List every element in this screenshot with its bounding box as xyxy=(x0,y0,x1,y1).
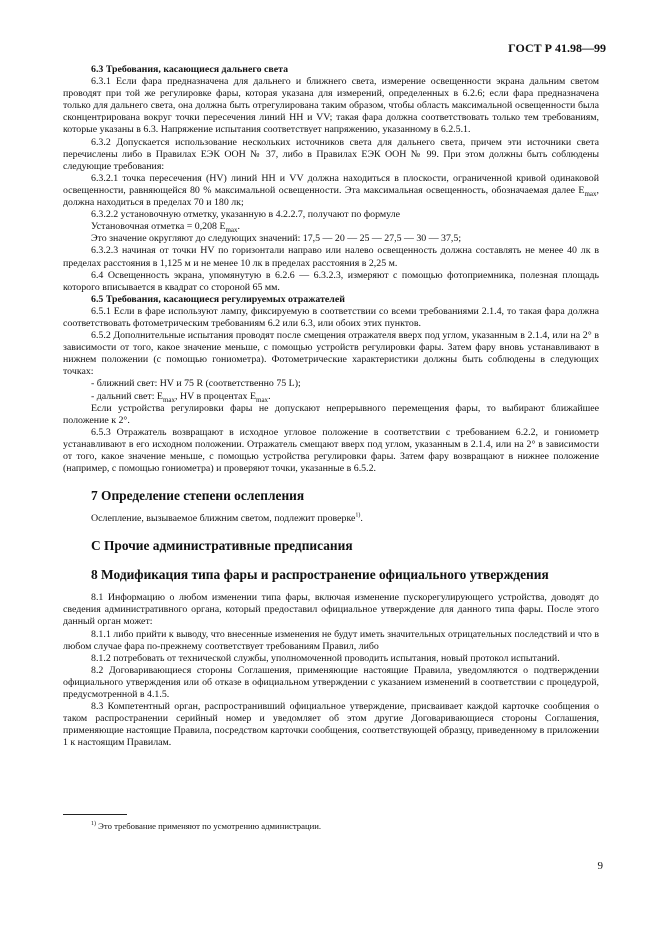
paragraph-8-1: 8.1 Информацию о любом изменении типа фары, включая изменение пускорегулирующего устройства, доводят до сведения административного органа, который предоставил официальное утверждение для данного типа фары. После этого данный орган может: xyxy=(63,592,599,628)
section-8-title: 8 Модификация типа фары и распространение официального утверждения xyxy=(91,567,549,583)
text-fragment: , HV в процентах E xyxy=(175,390,256,402)
paragraph-8-1-1: 8.1.1 либо прийти к выводу, что внесенные изменения не будут иметь значительных отрицательных последствий и что в любом случае фара по-прежнему соответствует требованиям Правил, либо xyxy=(63,628,599,652)
text-fragment: - дальний свет: E xyxy=(91,390,163,402)
paragraph-6-3-1: 6.3.1 Если фара предназначена для дальнего и ближнего света, измерение освещенности экрана дальним светом проводят при той же регулировке фары, которая указана для измерений, определенных в 6.2.6; если фара предназначена только для дальнего света, она должна быть отрегулирована таким образом, чтобы область максимальной освещенности была сконцентрирована вокруг точки пересечения линий НН и VV; такая фара должна соответствовать только тем требованиям, которые указаны в 6.3. Напряжение испытания соответствует напряжению, указанному в 6.2.5.1. xyxy=(63,76,599,136)
document-header: ГОСТ Р 41.98—99 xyxy=(508,41,606,55)
paragraph-6-3-2-3: 6.3.2.3 начиная от точки HV по горизонтали направо или налево освещенность должна составлять не менее 40 лк в пределах расстояния в 1,125 м и не менее 10 лк в пределах расстояния в 2,25 м. xyxy=(63,245,599,269)
paragraph-6-3-2-1 xyxy=(63,173,599,209)
subscript-max: max xyxy=(162,395,175,404)
paragraph-adjustment-note: Если устройства регулировки фары не допускают непрерывного перемещения фары, то выбирают ближайшее положение к 2°. xyxy=(63,402,599,426)
text-fragment: 6.3.2.1 точка пересечения (HV) линий НН и VV должна находиться в плоскости, ограниченной кривой одинаковой освещенности, равняющейся 80 % максимальной освещенности. Эта максимальная освещенность, обозначаемая далее E xyxy=(63,172,599,196)
text-fragment: . xyxy=(237,221,241,233)
paragraph-6-3-2-2: 6.3.2.2 установочную отметку, указанную в 4.2.2.7, получают по формуле xyxy=(91,209,400,221)
rounding-values: Это значение округляют до следующих значений: 17,5 — 20 — 25 — 27,5 — 30 — 37,5; xyxy=(91,233,462,245)
footnote-divider xyxy=(63,814,127,815)
list-item-low-beam: - ближний свет: HV и 75 R (соответственно 75 L); xyxy=(91,378,301,390)
paragraph-6-5-1: 6.5.1 Если в фаре используют лампу, фиксируемую в соответствии со всеми требованиями 2.1.4, то такая фара должна соответствовать фотометрическим требованиям 6.2 или 6.3, или обоих этих пунктов. xyxy=(63,305,599,329)
paragraph-6-3-2: 6.3.2 Допускается использование нескольких источников света для дальнего света, причем эти источники света перечислены либо в Правилах ЕЭК ООН № 37, либо в Правилах ЕЭК ООН № 99. При этом должны быть соблюдены следующие требования: xyxy=(63,136,599,172)
footnote xyxy=(91,821,321,831)
section-6-5-title: 6.5 Требования, касающиеся регулируемых отражателей xyxy=(91,293,345,305)
section-c-title: С Прочие административные предписания xyxy=(91,538,353,554)
paragraph-8-2: 8.2 Договаривающиеся стороны Соглашения, применяющие настоящие Правила, уведомляются о подтверждении официального утверждения или об отказе в официальном утверждении с указанием изменений в соответствии с процедурой, предусмотренной в 4.1.5. xyxy=(63,664,599,701)
footnote-text: Это требование применяют по усмотрению администрации. xyxy=(96,821,322,831)
text-fragment: . xyxy=(360,513,363,525)
list-item-high-beam xyxy=(63,391,599,403)
subscript-max: max xyxy=(584,189,597,198)
paragraph-6-5-2: 6.5.2 Дополнительные испытания проводят после смещения отражателя вверх под углом, указанным в 2.1.4, или на 2° в зависимости от того, какое значение меньше, с помощью устройств регулировки фары. Затем фару вновь устанавливают в нижнем положении (с помощью гониометра). Фотометрические характеристики должны быть соблюдены в следующих точках: xyxy=(63,330,599,378)
text-fragment: , должна находиться в пределах 70 и 180 лк; xyxy=(63,184,599,209)
subscript-max: max xyxy=(256,395,269,404)
paragraph-6-4: 6.4 Освещенность экрана, упомянутую в 6.2.6 — 6.3.2.3, измеряют с помощью фотоприемника, полезная площадь которого вписывается в квадрат со стороной 65 мм. xyxy=(63,269,599,293)
section-7-title: 7 Определение степени ослепления xyxy=(91,488,305,504)
paragraph-8-3: 8.3 Компетентный орган, распространивший официальное утверждение, присваивает каждой карточке сообщения о таком распространении серийный номер и уведомляет об этом другие Договаривающиеся стороны Соглашения, применяющие настоящие Правила, посредством карточки сообщения, соответствующей образцу, приведенному в приложении 1 к настоящим Правилам. xyxy=(63,701,599,749)
formula-line xyxy=(63,221,599,233)
text-fragment: Ослепление, вызываемое ближним светом, подлежит проверке xyxy=(91,513,356,525)
text-fragment: Установочная отметка = 0,208 E xyxy=(91,221,226,233)
paragraph-7 xyxy=(63,513,599,525)
section-6-3-title: 6.3 Требования, касающиеся дальнего света xyxy=(91,64,289,75)
subscript-max: max xyxy=(225,226,238,235)
footnote-mark: 1) xyxy=(91,821,96,828)
footnote-ref: 1) xyxy=(355,512,361,519)
text-fragment: . xyxy=(268,390,271,402)
paragraph-6-5-3: 6.5.3 Отражатель возвращают в исходное угловое положение в соответствии с требованием 6.2.2, и гониометр устанавливают в его исходном положении. Отражатель смещают вверх под углом, указанным в 2.1.4, или на 2° в зависимости от того, какое значение меньше, с помощью устройства регулировки фары. Затем фару возвращают в нижнее положение (например, с помощью гониометра) и проверяют точки, указанные в 6.5.2. xyxy=(63,426,599,475)
document-body xyxy=(63,64,599,750)
page-number: 9 xyxy=(597,860,603,872)
paragraph-8-1-2: 8.1.2 потребовать от технической службы, уполномоченной проводить испытания, новый протокол испытаний. xyxy=(91,652,560,664)
